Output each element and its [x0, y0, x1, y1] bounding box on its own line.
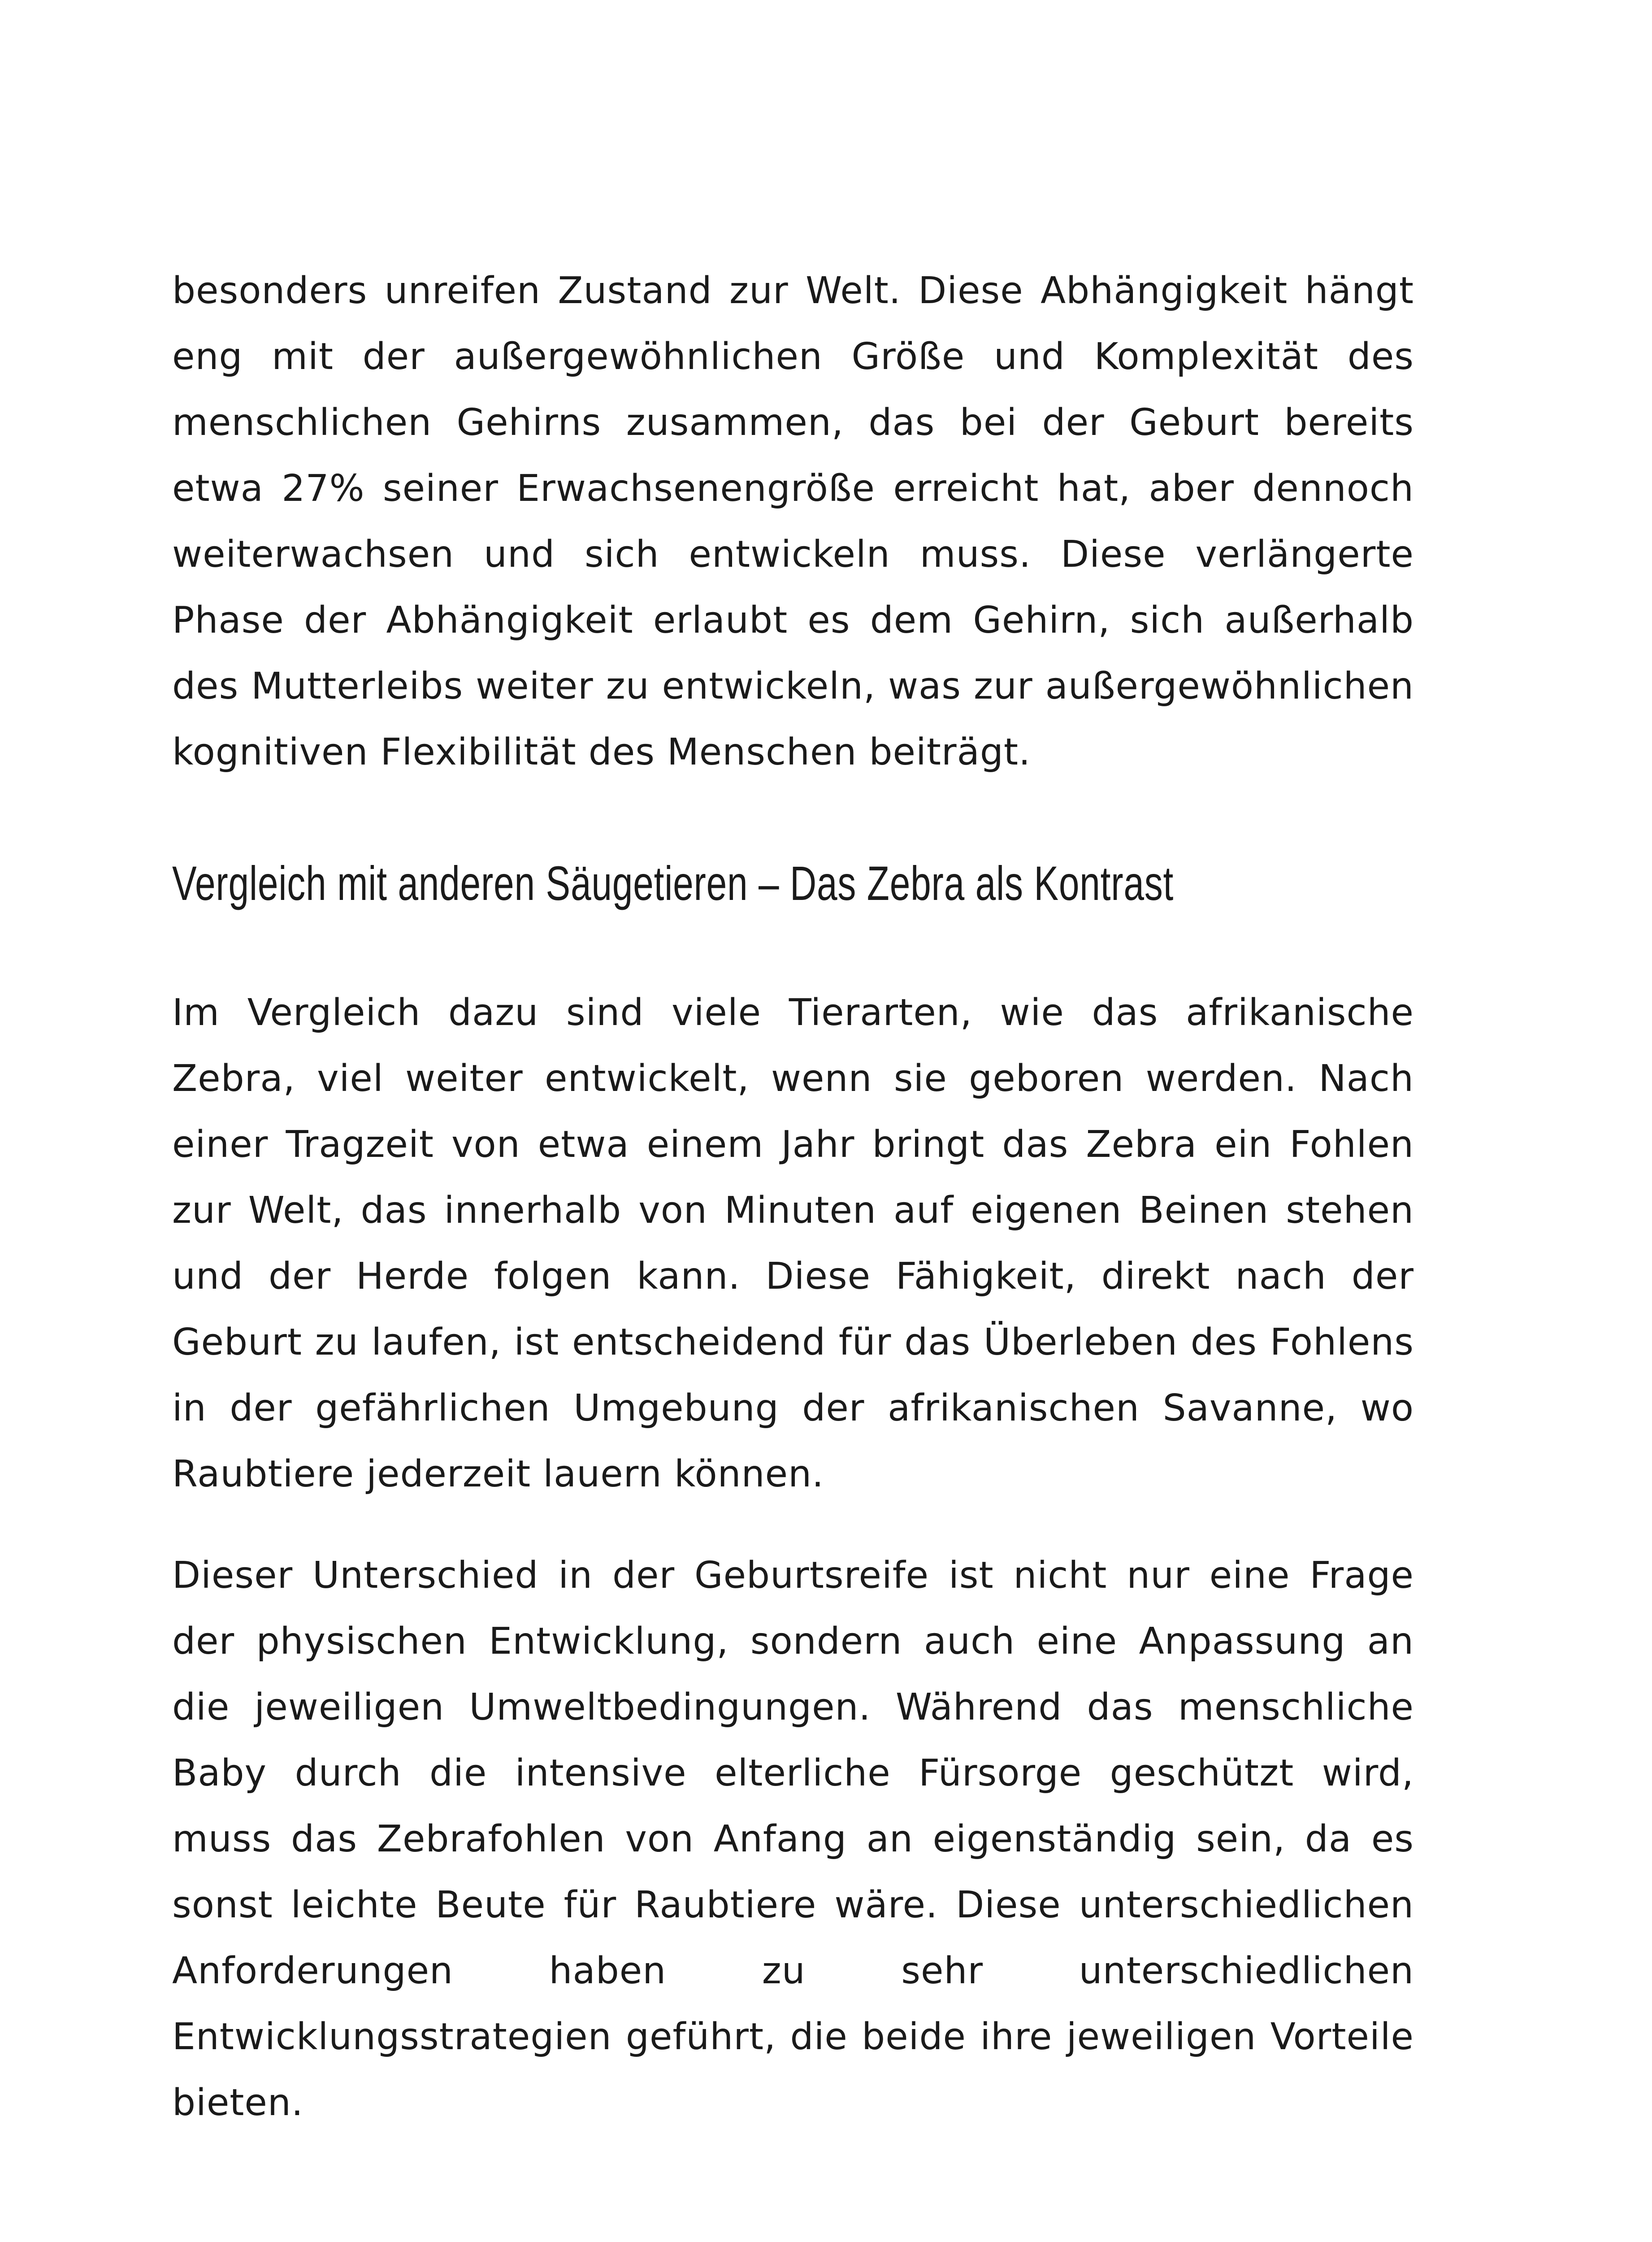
- paragraph-3: [172, 1542, 1414, 2136]
- paragraph-2-text: Im Vergleich dazu sind viele Tierarten, wie das afrikanische Zebra, viel weiter entwickelt, wenn sie geboren werden. Nach einer Tragzeit von etwa einem Jahr bringt das Zebra ein Fohlen zur Welt, das innerhalb von Minuten auf eigenen Beinen stehen und der Herde folgen kann. Diese Fähigkeit, direkt nach der Geburt zu laufen, ist entscheidend für das Überleben des Fohlens in der gefährlichen Umgebung der afrikanischen Savanne, wo Raubtiere jederzeit lauern können.: [172, 991, 1414, 1495]
- section-heading: Vergleich mit anderen Säugetieren – Das Zebra als Kontrast: [172, 856, 1174, 910]
- paragraph-1-text: besonders unreifen Zustand zur Welt. Diese Abhängigkeit hängt eng mit der außergewöhnlichen Größe und Komplexität des menschlichen Gehirns zusammen, das bei der Geburt bereits etwa 27% seiner Erwachsenengröße erreicht hat, aber dennoch weiterwachsen und sich entwickeln muss. Diese verlängerte Phase der Abhängigkeit erlaubt es dem Gehirn, sich außerhalb des Mutterleibs weiter zu entwickeln, was zur außergewöhnlichen kognitiven Flexibilität des Menschen beiträgt.: [172, 269, 1414, 773]
- paragraph-3-text: Dieser Unterschied in der Geburtsreife ist nicht nur eine Frage der physischen Entwicklung, sondern auch eine Anpassung an die jeweiligen Umweltbedingungen. Während das menschliche Baby durch die intensive elterliche Fürsorge geschützt wird, muss das Zebrafohlen von Anfang an eigenständig sein, da es sonst leichte Beute für Raubtiere wäre. Diese unterschiedlichen Anforderungen haben zu sehr unterschiedlichen Entwicklungsstrategien geführt, die beide ihre jeweiligen Vorteile bieten.: [172, 1554, 1414, 2124]
- paragraph-1: [172, 258, 1414, 785]
- paragraph-2: [172, 980, 1414, 1507]
